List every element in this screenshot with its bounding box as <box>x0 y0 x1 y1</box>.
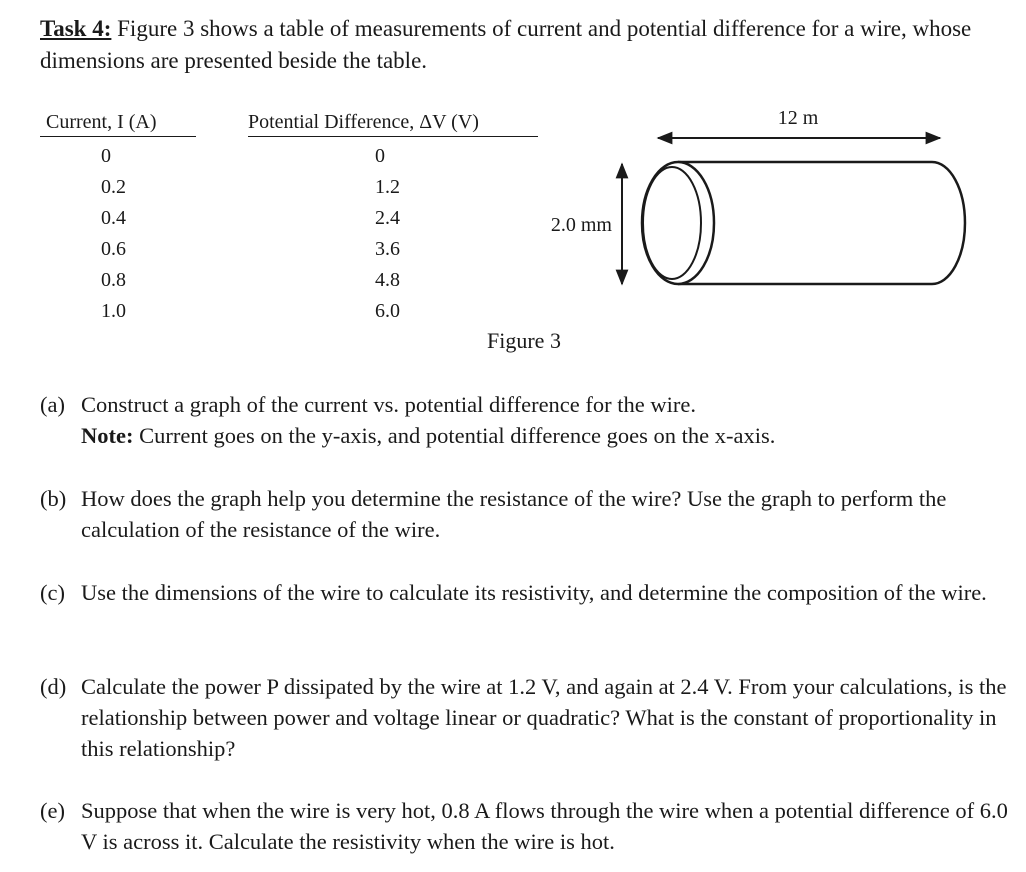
table-header-row <box>40 108 538 137</box>
table-row <box>40 137 538 173</box>
header-potential-difference: Potential Difference, ΔV (V) <box>248 108 538 137</box>
question-a-label: (a) <box>40 392 65 417</box>
table-row <box>40 265 538 296</box>
cell-current: 0.8 <box>101 269 126 291</box>
measurements-table <box>40 108 538 327</box>
table-row <box>40 234 538 265</box>
question-a <box>40 389 1010 451</box>
cell-potential: 6.0 <box>375 300 400 322</box>
question-c <box>40 577 1010 608</box>
question-b-label: (b) <box>40 486 67 511</box>
cell-potential: 2.4 <box>375 207 400 229</box>
question-c-label: (c) <box>40 580 65 605</box>
question-c-text: Use the dimensions of the wire to calculate its resistivity, and determine the composition of the wire. <box>81 580 987 605</box>
cell-potential: 1.2 <box>375 176 400 198</box>
wire-diagram <box>530 95 980 295</box>
question-e-label: (e) <box>40 798 65 823</box>
question-e-text: Suppose that when the wire is very hot, 0.8 A flows through the wire when a potential difference of 6.0 V is across it. Calculate the resistivity when the wire is hot. <box>81 798 1008 854</box>
header-current: Current, I (A) <box>40 108 196 137</box>
table-row <box>40 172 538 203</box>
question-b <box>40 483 1010 545</box>
cell-potential: 3.6 <box>375 238 400 260</box>
question-d-text: Calculate the power P dissipated by the wire at 1.2 V, and again at 2.4 V. From your calculations, is the relationship between power and voltage linear or quadratic? What is the constant of proportionality in this relationship? <box>81 674 1007 761</box>
question-d-label: (d) <box>40 674 67 699</box>
question-a-note <box>81 420 1010 451</box>
task-intro <box>40 13 1010 77</box>
figure-caption: Figure 3 <box>487 328 561 353</box>
note-text: Current goes on the y-axis, and potential difference goes on the x-axis. <box>133 423 776 448</box>
cell-current: 0.4 <box>101 207 126 229</box>
cell-current: 1.0 <box>101 300 126 322</box>
question-e <box>40 795 1010 857</box>
table-row <box>40 296 538 327</box>
length-label: 12 m <box>777 107 819 129</box>
task-label: Task 4: <box>40 16 112 41</box>
cell-potential: 4.8 <box>375 269 400 291</box>
question-b-text: How does the graph help you determine the resistance of the wire? Use the graph to perform the calculation of the resistance of the wire. <box>81 486 947 542</box>
cell-current: 0.2 <box>101 176 126 198</box>
cell-current: 0.6 <box>101 238 126 260</box>
note-label: Note: <box>81 423 134 448</box>
question-d <box>40 671 1010 764</box>
cell-potential: 0 <box>375 145 385 167</box>
cell-current: 0 <box>101 145 111 167</box>
task-text: Figure 3 shows a table of measurements of current and potential difference for a wire, whose dimensions are presented beside the table. <box>40 16 972 73</box>
question-a-text: Construct a graph of the current vs. potential difference for the wire. <box>81 392 696 417</box>
diameter-label: 2.0 mm <box>550 214 612 236</box>
table-row <box>40 203 538 234</box>
wire-cylinder-body <box>678 162 965 284</box>
